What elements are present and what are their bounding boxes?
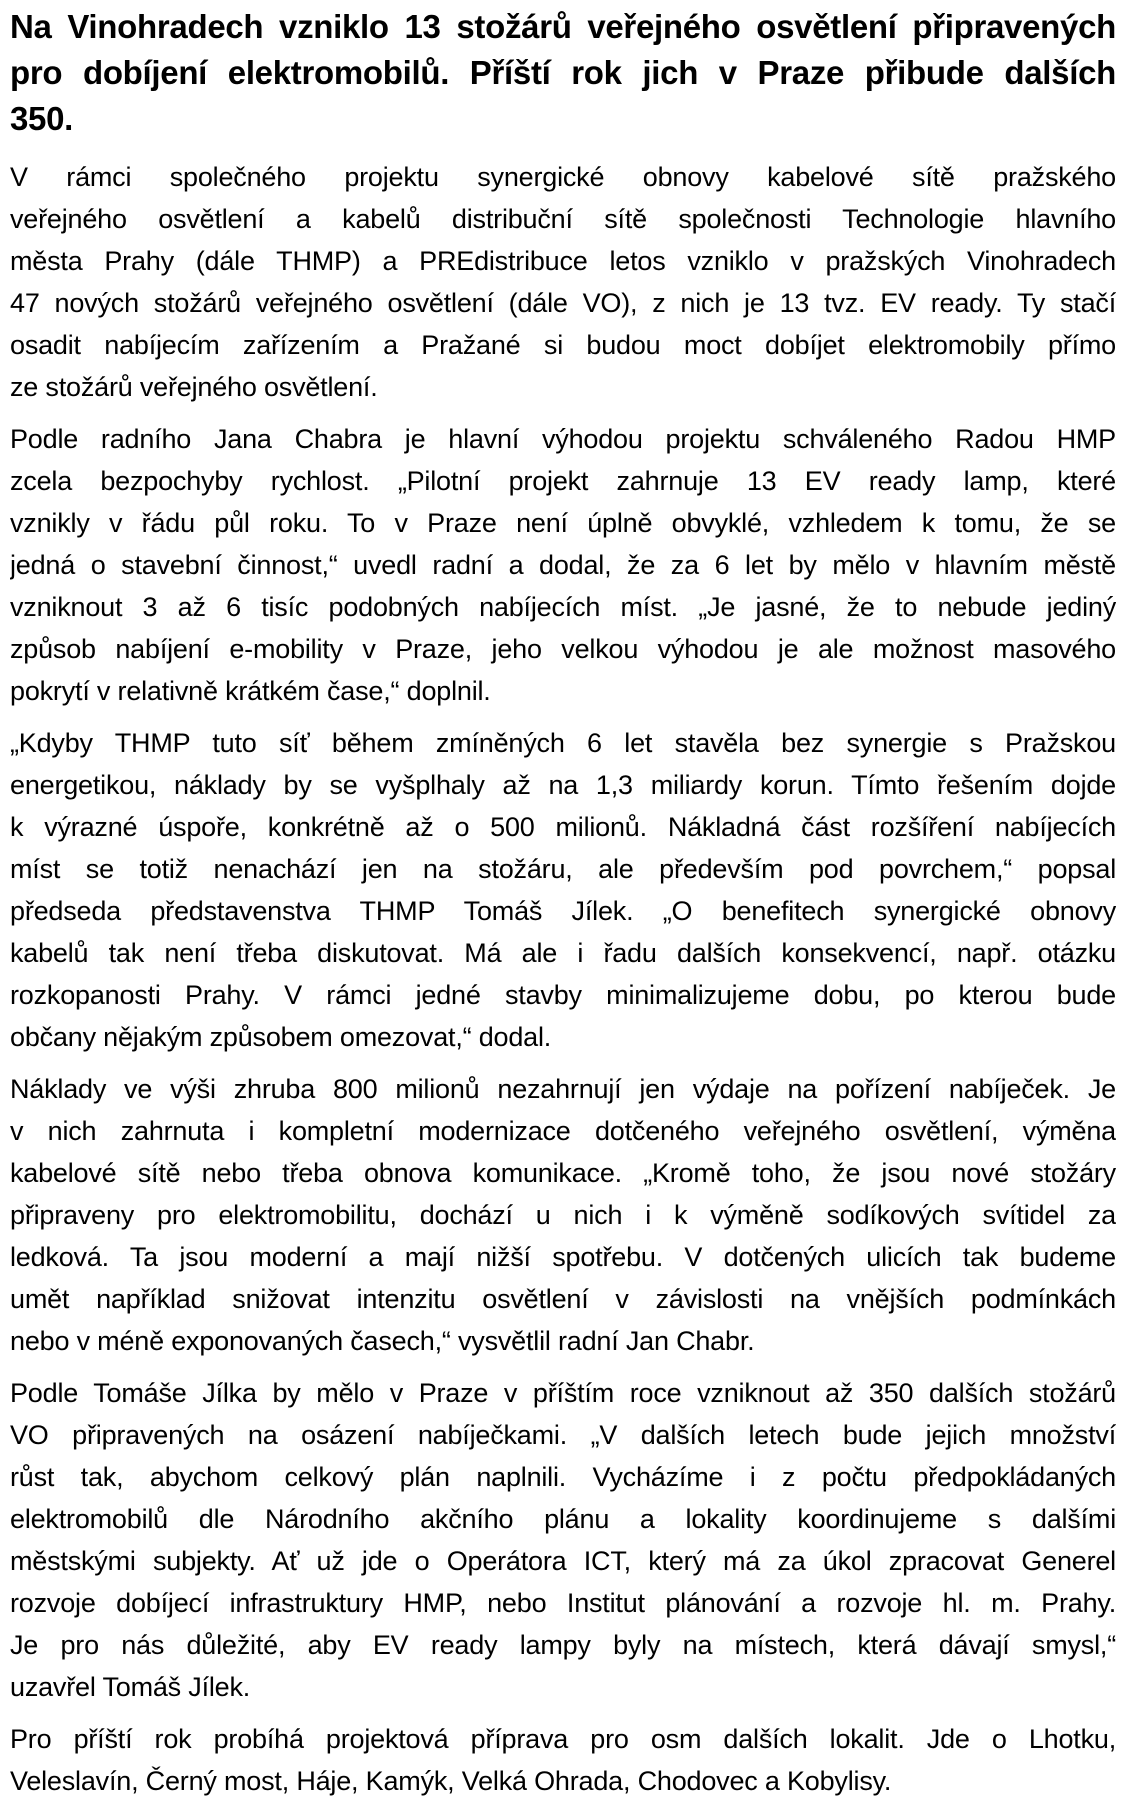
text-line: 350. <box>10 100 74 137</box>
text-line: kabelové sítě nebo třeba obnova komunikace. „Kromě toho, že jsou nové stožáry <box>10 1158 1116 1188</box>
text-line: Podle radního Jana Chabra je hlavní výhodou projektu schváleného Radou HMP <box>10 424 1116 454</box>
text-line: „Kdyby THMP tuto síť během zmíněných 6 let stavěla bez synergie s Pražskou <box>10 728 1116 758</box>
text-line: městskými subjekty. Ať už jde o Operátora ICT, který má za úkol zpracovat Generel <box>10 1546 1116 1576</box>
text-line: 47 nových stožárů veřejného osvětlení (dále VO), z nich je 13 tvz. EV ready. Ty stačí <box>10 288 1116 318</box>
paragraph-chabr-quote <box>10 418 1116 712</box>
paragraph-costs-modernization <box>10 1068 1116 1362</box>
text-line: uzavřel Tomáš Jílek. <box>10 1672 251 1702</box>
text-line: růst tak, abychom celkový plán naplnili. Vycházíme i z počtu předpokládaných <box>10 1462 1116 1492</box>
text-line: vzniknout 3 až 6 tisíc podobných nabíjecích míst. „Je jasné, že to nebude jediný <box>10 592 1116 622</box>
text-line: k výrazné úspoře, konkrétně až o 500 milionů. Nákladná část rozšíření nabíjecích <box>10 812 1116 842</box>
text-line: nebo v méně exponovaných časech,“ vysvětlil radní Jan Chabr. <box>10 1326 755 1356</box>
text-line: rozkopanosti Prahy. V rámci jedné stavby minimalizujeme dobu, po kterou bude <box>10 980 1116 1010</box>
paragraph-jilek-costs-quote <box>10 722 1116 1058</box>
article-headline <box>10 4 1116 142</box>
text-line: ledková. Ta jsou moderní a mají nižší spotřebu. V dotčených ulicích tak budeme <box>10 1242 1116 1272</box>
paragraph-future-localities <box>10 1718 1116 1802</box>
paragraph-next-year-plan <box>10 1372 1116 1708</box>
text-line: Veleslavín, Černý most, Háje, Kamýk, Velká Ohrada, Chodovec a Kobylisy. <box>10 1766 892 1796</box>
text-line: pro dobíjení elektromobilů. Příští rok jich v Praze přibude dalších <box>10 54 1116 91</box>
text-line: zcela bezpochyby rychlost. „Pilotní projekt zahrnuje 13 EV ready lamp, které <box>10 466 1116 496</box>
text-line: Na Vinohradech vzniklo 13 stožárů veřejného osvětlení připravených <box>10 8 1116 45</box>
text-line: V rámci společného projektu synergické obnovy kabelové sítě pražského <box>10 162 1116 192</box>
text-line: Je pro nás důležité, aby EV ready lampy byly na místech, která dávají smysl,“ <box>10 1630 1116 1660</box>
text-line: energetikou, náklady by se vyšplhaly až na 1,3 miliardy korun. Tímto řešením dojde <box>10 770 1116 800</box>
text-line: umět například snižovat intenzitu osvětlení v závislosti na vnějších podmínkách <box>10 1284 1116 1314</box>
text-line: města Prahy (dále THMP) a PREdistribuce letos vzniklo v pražských Vinohradech <box>10 246 1116 276</box>
text-line: osadit nabíjecím zařízením a Pražané si budou moct dobíjet elektromobily přímo <box>10 330 1116 360</box>
text-line: předseda představenstva THMP Tomáš Jílek. „O benefitech synergické obnovy <box>10 896 1116 926</box>
text-line: rozvoje dobíjecí infrastruktury HMP, nebo Institut plánování a rozvoje hl. m. Prahy. <box>10 1588 1116 1618</box>
text-line: způsob nabíjení e-mobility v Praze, jeho velkou výhodou je ale možnost masového <box>10 634 1116 664</box>
text-line: jedná o stavební činnost,“ uvedl radní a dodal, že za 6 let by mělo v hlavním městě <box>10 550 1116 580</box>
text-line: Náklady ve výši zhruba 800 milionů nezahrnují jen výdaje na pořízení nabíječek. Je <box>10 1074 1116 1104</box>
text-line: veřejného osvětlení a kabelů distribuční sítě společnosti Technologie hlavního <box>10 204 1116 234</box>
text-line: připraveny pro elektromobilitu, dochází u nich i k výměně sodíkových svítidel za <box>10 1200 1116 1230</box>
text-line: pokrytí v relativně krátkém čase,“ doplnil. <box>10 676 491 706</box>
text-line: Podle Tomáše Jílka by mělo v Praze v příštím roce vzniknout až 350 dalších stožárů <box>10 1378 1116 1408</box>
text-line: elektromobilů dle Národního akčního plánu a lokality koordinujeme s dalšími <box>10 1504 1116 1534</box>
text-line: kabelů tak není třeba diskutovat. Má ale i řadu dalších konsekvencí, např. otázku <box>10 938 1116 968</box>
text-line: v nich zahrnuta i kompletní modernizace dotčeného veřejného osvětlení, výměna <box>10 1116 1116 1146</box>
text-line: Pro příští rok probíhá projektová příprava pro osm dalších lokalit. Jde o Lhotku, <box>10 1724 1116 1754</box>
text-line: VO připravených na osázení nabíječkami. „V dalších letech bude jejich množství <box>10 1420 1116 1450</box>
text-line: míst se totiž nenachází jen na stožáru, ale především pod povrchem,“ popsal <box>10 854 1116 884</box>
paragraph-intro <box>10 156 1116 408</box>
text-line: ze stožárů veřejného osvětlení. <box>10 372 378 402</box>
text-line: občany nějakým způsobem omezovat,“ dodal. <box>10 1022 552 1052</box>
text-line: vznikly v řádu půl roku. To v Praze není úplně obvyklé, vzhledem k tomu, že se <box>10 508 1116 538</box>
